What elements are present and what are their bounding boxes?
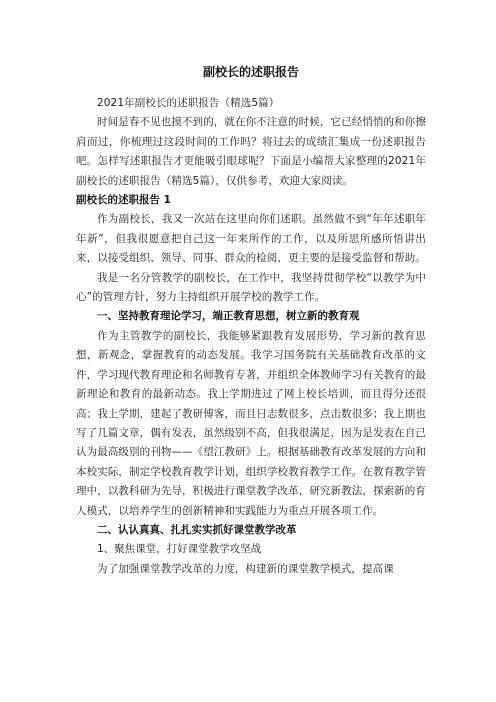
paragraph-4: 为了加强课堂教学改革的力度，构建新的课堂教学模式，提高课 bbox=[97, 562, 394, 575]
intro-paragraph: 时间是春不见也摸不到的，就在你不注意的时候，它已经悄悄的和你擦肩而过，你梳理过这段时间的工作吗？将过去的成绩汇集成一份述职报告吧。怎样写述职报告才更能吸引眼球呢？下面是小编帮大家整理的2021年副校长的述职报告（精选5篇），仅供参考，欢迎大家阅读。 bbox=[76, 116, 426, 187]
document-page bbox=[76, 64, 426, 579]
document-title: 副校长的述职报告 bbox=[202, 65, 299, 79]
paragraph-2: 我是一名分管教学的副校长，在工作中，我坚持贯彻学校“以教学为中心”的管理方针，努力主持组织开展学校的教学工作。 bbox=[76, 271, 426, 304]
report-heading: 副校长的述职报告 1 bbox=[76, 194, 171, 207]
paragraph-3: 作为主管教学的副校长，我能够紧跟教育发展形势，学习新的教育思想，新观念，掌握教育的动态发展。我学习国务院有关基础教育改革的文件，学习现代教育理论和名师教育专著，并组织全体教师学习有关教育的最新理论和教育的最新动态。我上学期进过了网上校长培训，而且得分还很高；我上学期，建起了教研傅客，而且日志数很多，点击数很多；我上期也写了几篇文章，偶有发表，虽然级别不高，但我很满足，因为是发表在自己认为最高级别的刊物——《望江教研》上。根据基础教育改革发展的方向和本校实际，制定学校教育教学计划，组织学校教育教学工作。在教育教学管理中，以教科研为先导，积极进行课堂教学改革，研究新教法，探索新的育人模式，以培养学生的创新精神和实践能力为重点开展各项工作。 bbox=[76, 329, 426, 517]
paragraph-1: 作为副校长，我又一次站在这里向你们述职。虽然做不到“年年述职年年新”，但我很愿意把自己这一年来所作的工作，以及所思所感所悟讲出来，以接受组织、领导、同事、群众的检阅，更主要的是接受监督和帮助。 bbox=[76, 213, 426, 265]
sub-heading-1: 1、聚焦课堂，打好课堂教学攻坚战 bbox=[97, 543, 262, 556]
section-heading-2: 二、认认真真、扎扎实实抓好课堂教学改革 bbox=[97, 523, 297, 536]
section-heading-1: 一、坚持教育理论学习，端正教育思想，树立新的教育观 bbox=[97, 310, 360, 323]
intro-line: 2021年副校长的述职报告（精选5篇） bbox=[97, 97, 280, 109]
